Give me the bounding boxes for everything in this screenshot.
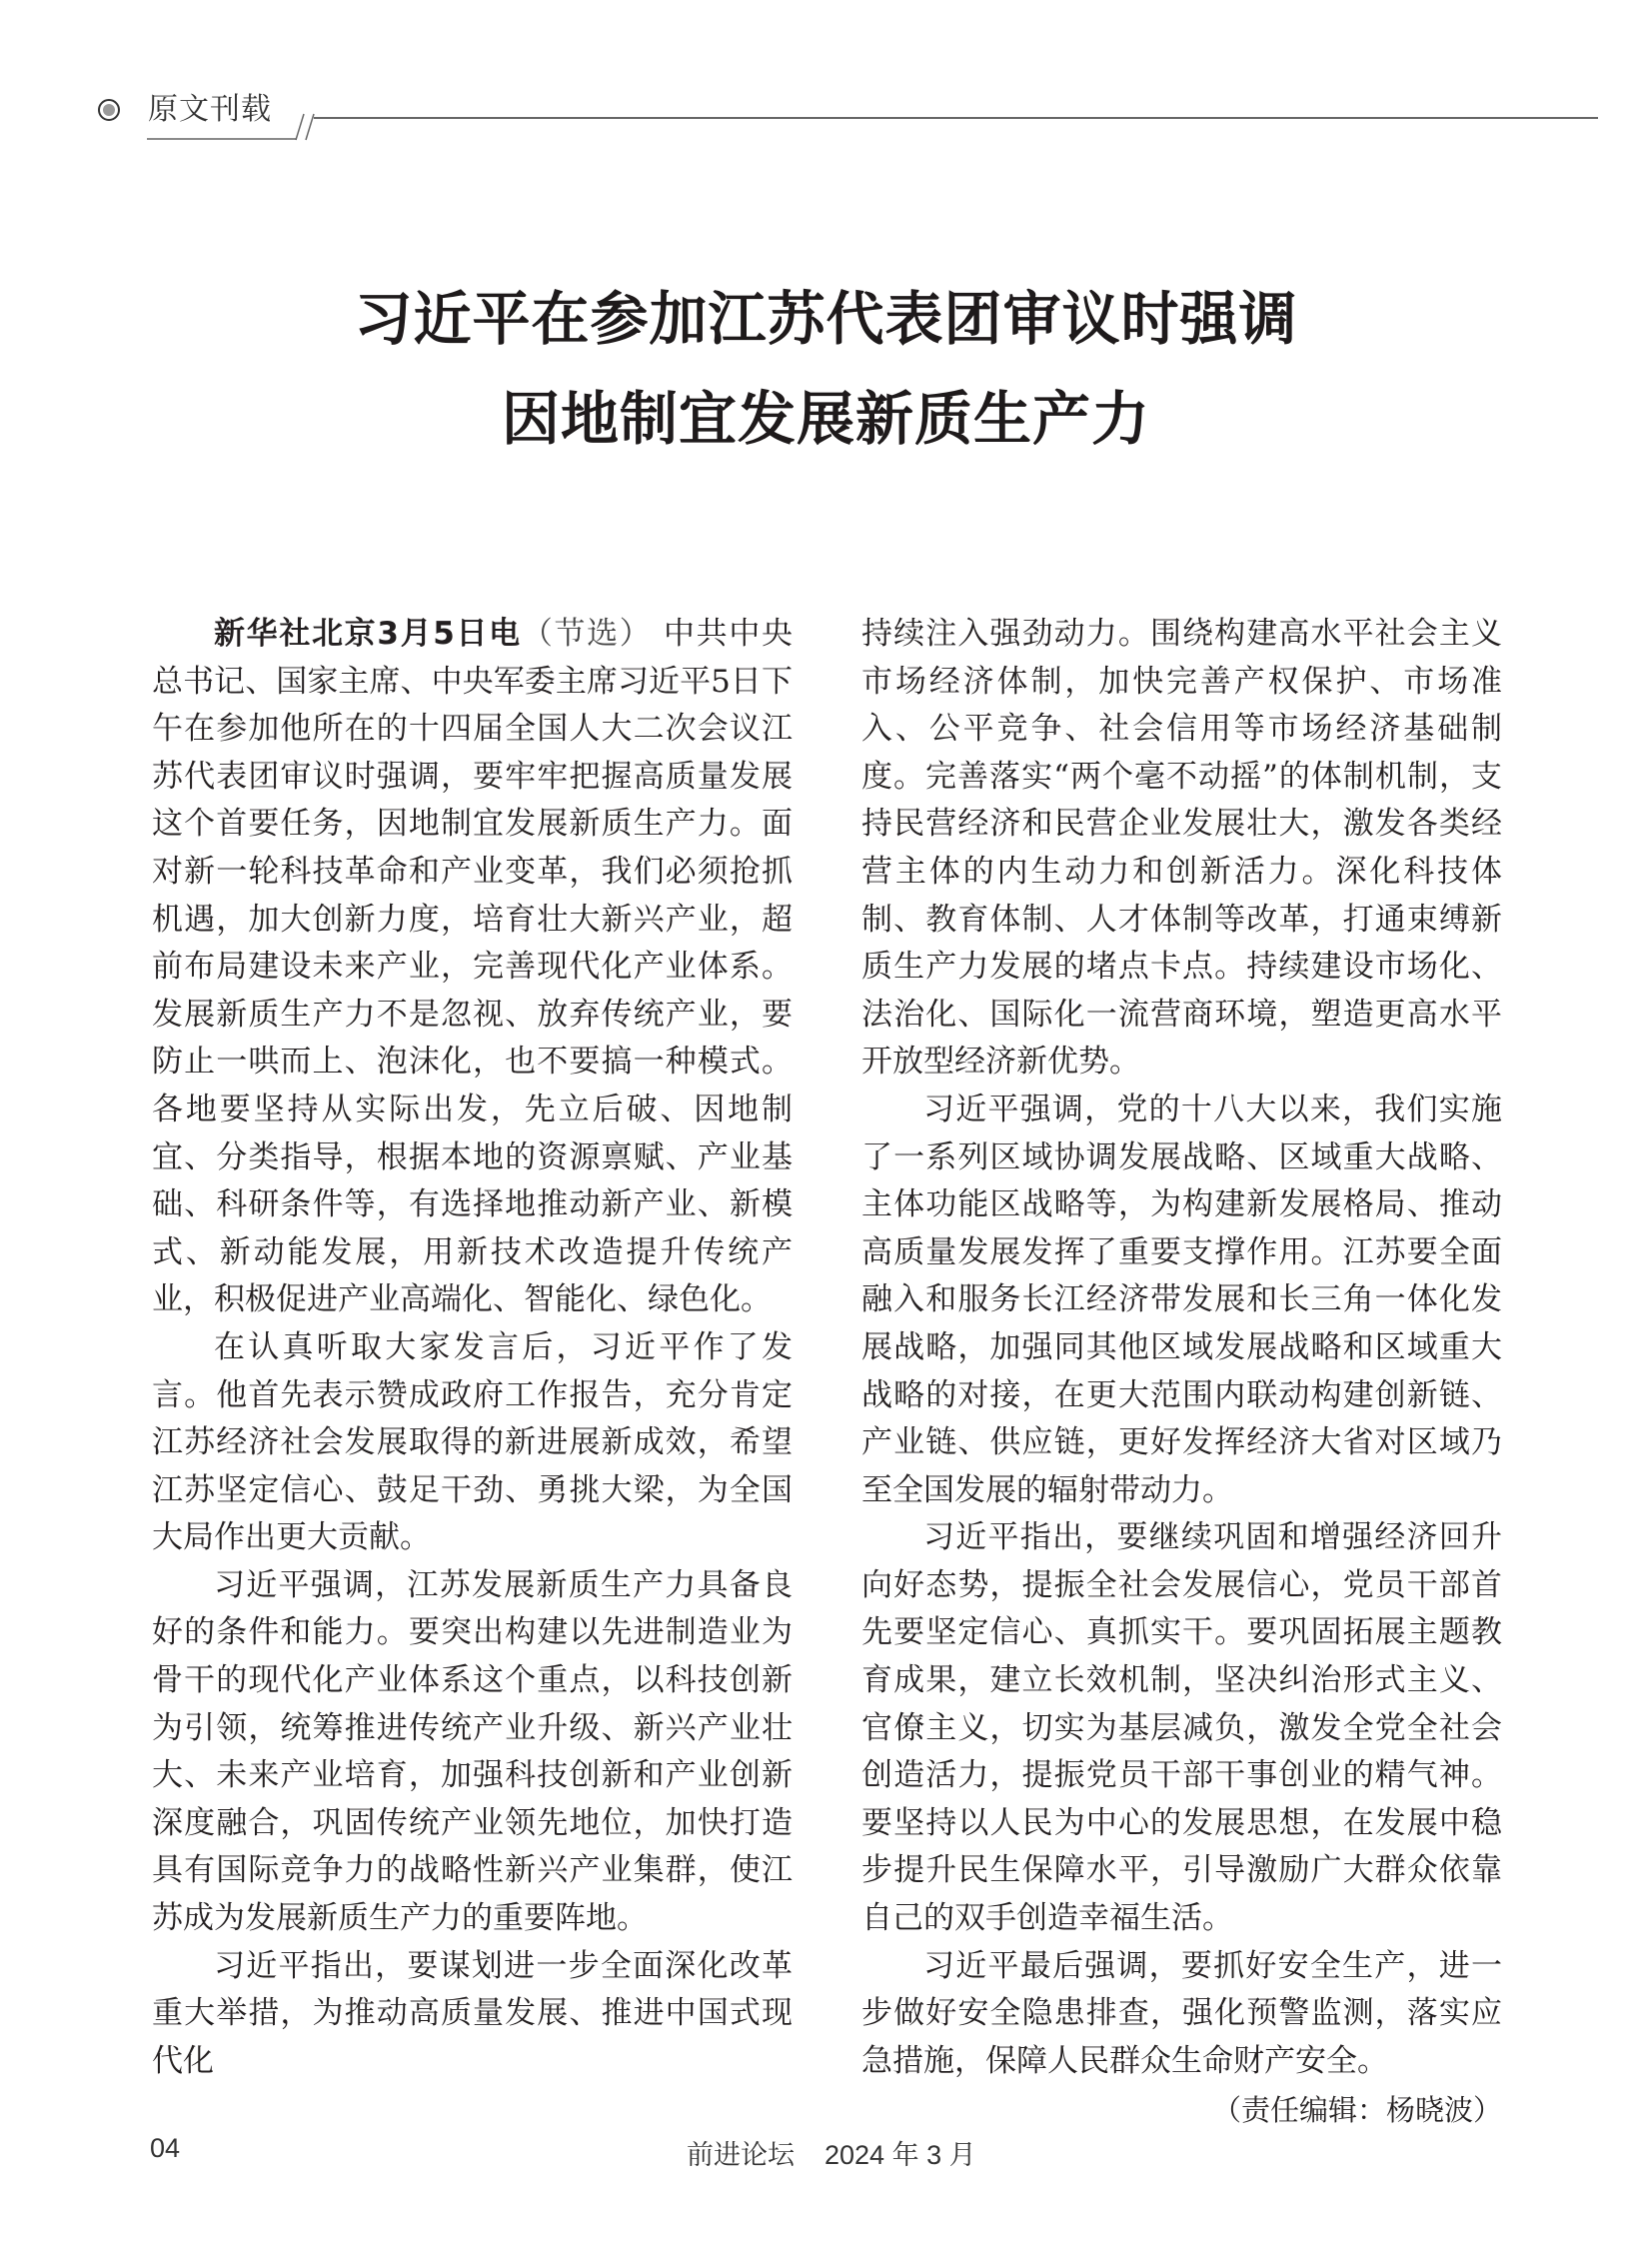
paragraph: 在认真听取大家发言后，习近平作了发言。他首先表示赞成政府工作报告，充分肯定江苏经济社会发展取得的新进展新成效，希望江苏坚定信心、鼓足干劲、勇挑大梁，为全国大局作出更大贡献。 bbox=[152, 1328, 793, 1556]
paragraph-continued: 持续注入强劲动力。围绕构建高水平社会主义市场经济体制，加快完善产权保护、市场准入、公平竞争、社会信用等市场经济基础制度。完善落实“两个毫不动摇”的体制机制，支持民营经济和民营企业发展壮大，激发各类经营主体的内生动力和创新活力。深化科技体制、教育体制、人才体制等改革，打通束缚新质生产力发展的堵点卡点。持续建设市场化、法治化、国际化一流营商环境，塑造更高水平开放型经济新优势。 bbox=[861, 616, 1502, 1081]
header-rule-short bbox=[147, 138, 297, 140]
bullseye-icon bbox=[98, 99, 120, 121]
article-column-left bbox=[152, 611, 793, 2085]
section-header bbox=[98, 92, 1507, 152]
article-title-line-1: 习近平在参加江苏代表团审议时强调 bbox=[354, 285, 1298, 353]
paragraph: 习近平指出，要继续巩固和增强经济回升向好态势，提振全社会发展信心，党员干部首先要坚定信心、真抓实干。要巩固拓展主题教育成果，建立长效机制，坚决纠治形式主义、官僚主义，切实为基层减负，激发全党全社会创造活力，提振党员干部干事创业的精气神。要坚持以人民为中心的发展思想，在发展中稳步提升民生保障水平，引导激励广大群众依靠自己的双手创造幸福生活。 bbox=[861, 1519, 1502, 1937]
paragraph: 习近平强调，党的十八大以来，我们实施了一系列区域协调发展战略、区域重大战略、主体功能区战略等，为构建新发展格局、推动高质量发展发挥了重要支撑作用。江苏要全面融入和服务长江经济带发展和长三角一体化发展战略，加强同其他区域发展战略和区域重大战略的对接，在更大范围内联动构建创新链、产业链、供应链，更好发挥经济大省对区域乃至全国发展的辐射带动力。 bbox=[861, 1091, 1502, 1508]
header-rule-long bbox=[314, 117, 1598, 119]
article-title-line-2: 因地制宜发展新质生产力 bbox=[501, 385, 1150, 453]
dateline-note: （节选） bbox=[521, 616, 653, 652]
article-column-right bbox=[861, 611, 1502, 2135]
dateline: 新华社北京3月5日电 bbox=[214, 616, 522, 652]
paragraph-text: 中共中央总书记、国家主席、中央军委主席习近平5日下午在参加他所在的十四届全国人大二次会议江苏代表团审议时强调，要牢牢把握高质量发展这个首要任务，因地制宜发展新质生产力。面对新一轮科技革命和产业变革，我们必须抢抓机遇，加大创新力度，培育壮大新兴产业，超前布局建设未来产业，完善现代化产业体系。发展新质生产力不是忽视、放弃传统产业，要防止一哄而上、泡沫化，也不要搞一种模式。各地要坚持从实际出发，先立后破、因地制宜、分类指导，根据本地的资源禀赋、产业基础、科研条件等，有选择地推动新产业、新模式、新动能发展，用新技术改造提升传统产业，积极促进产业高端化、智能化、绿色化。 bbox=[152, 616, 794, 1318]
paragraph: 习近平最后强调，要抓好安全生产，进一步做好安全隐患排查，强化预警监测，落实应急措施，保障人民群众生命财产安全。 bbox=[861, 1947, 1502, 2079]
footer-publication bbox=[687, 2133, 976, 2172]
page-number: 04 bbox=[150, 2133, 181, 2163]
issue-date: 2024 年 3 月 bbox=[825, 2140, 976, 2170]
magazine-name: 前进论坛 bbox=[687, 2140, 795, 2170]
paragraph: 习近平指出，要谋划进一步全面深化改革重大举措，为推动高质量发展、推进中国式现代化 bbox=[152, 1947, 793, 2079]
section-label: 原文刊载 bbox=[148, 92, 272, 127]
editor-credit: （责任编辑：杨晓波） bbox=[1211, 2093, 1502, 2128]
paragraph-lead bbox=[152, 611, 793, 1324]
paragraph: 习近平强调，江苏发展新质生产力具备良好的条件和能力。要突出构建以先进制造业为骨干的现代化产业体系这个重点，以科技创新为引领，统筹推进传统产业升级、新兴产业壮大、未来产业培育，加强科技创新和产业创新深度融合，巩固传统产业领先地位，加快打造具有国际竞争力的战略性新兴产业集群，使江苏成为发展新质生产力的重要阵地。 bbox=[152, 1566, 793, 1937]
